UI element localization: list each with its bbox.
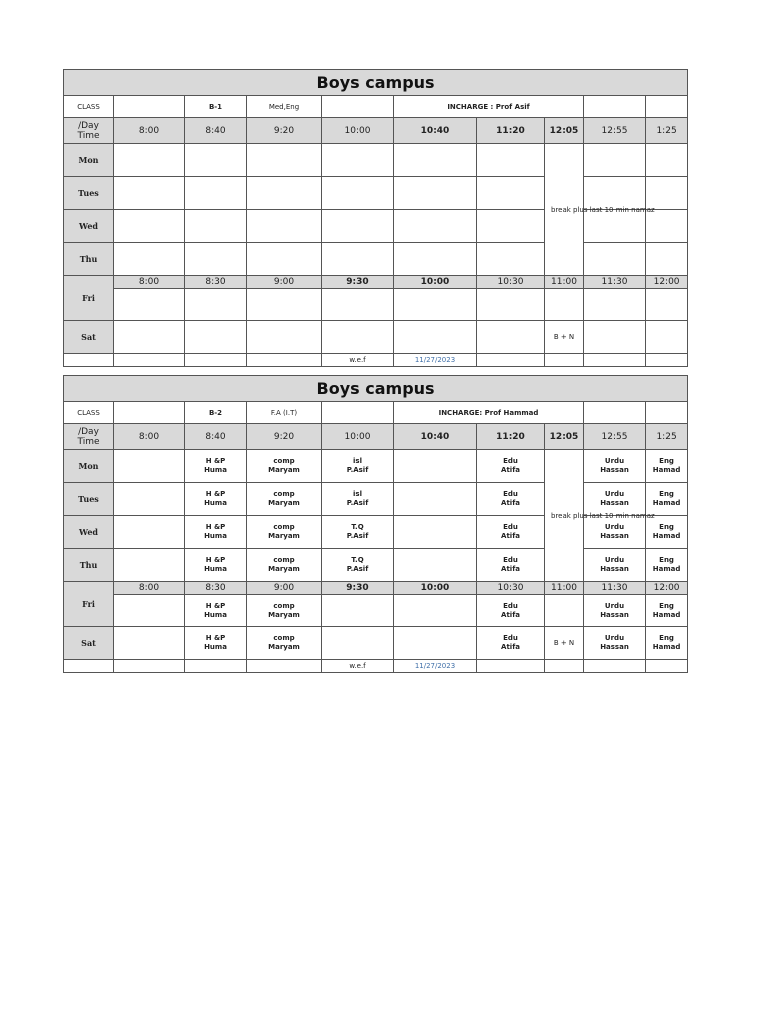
fri-time: 9:00 (247, 582, 322, 595)
lesson-cell: T.Q P.Asif (322, 516, 394, 549)
fri-time: 9:30 (322, 276, 394, 289)
class-label: CLASS (64, 402, 114, 424)
table-title: Boys campus (64, 376, 688, 402)
fri-time: 11:00 (545, 582, 584, 595)
group-label: Med,Eng (247, 96, 322, 118)
time-header: 1:25 (646, 118, 688, 144)
fri-time: 9:00 (247, 276, 322, 289)
time-header: 1:25 (646, 424, 688, 450)
fri-time: 11:30 (584, 582, 646, 595)
time-header: 9:20 (247, 118, 322, 144)
lesson-cell: comp Maryam (247, 549, 322, 582)
group-label: F.A (I.T) (247, 402, 322, 424)
lesson-cell: Eng Hamad (646, 450, 688, 483)
day-time-header: /Day Time (64, 424, 114, 450)
lesson-cell: comp Maryam (247, 483, 322, 516)
lesson-cell: H &P Huma (185, 595, 247, 627)
fri-time: 8:30 (185, 582, 247, 595)
day-label: Fri (64, 582, 114, 627)
time-header: 8:40 (185, 118, 247, 144)
lesson-cell: H &P Huma (185, 627, 247, 660)
lesson-cell: Edu Atifa (477, 483, 545, 516)
day-label: Wed (64, 210, 114, 243)
wef-label: w.e.f (322, 354, 394, 367)
lesson-cell: Eng Hamad (646, 549, 688, 582)
time-header: 8:00 (114, 424, 185, 450)
lesson-cell: isl P.Asif (322, 483, 394, 516)
lesson-cell: H &P Huma (185, 549, 247, 582)
time-header: 12:05 (545, 424, 584, 450)
bn-cell: B + N (545, 627, 584, 660)
day-label: Fri (64, 276, 114, 321)
lesson-cell: comp Maryam (247, 595, 322, 627)
class-label: CLASS (64, 96, 114, 118)
day-time-header: /Day Time (64, 118, 114, 144)
incharge-label: INCHARGE: Prof Hammad (394, 402, 584, 424)
lesson-cell: comp Maryam (247, 627, 322, 660)
fri-time: 11:00 (545, 276, 584, 289)
time-header: 10:00 (322, 118, 394, 144)
lesson-cell: Edu Atifa (477, 450, 545, 483)
fri-time: 8:30 (185, 276, 247, 289)
lesson-cell: H &P Huma (185, 450, 247, 483)
time-header: 11:20 (477, 424, 545, 450)
fri-time: 10:00 (394, 276, 477, 289)
break-cell: break plus last 10 min namaz (545, 450, 584, 582)
time-header: 8:40 (185, 424, 247, 450)
bn-cell: B + N (545, 321, 584, 354)
lesson-cell: isl P.Asif (322, 450, 394, 483)
timetable-b2 (63, 375, 688, 673)
time-header: 12:55 (584, 424, 646, 450)
wef-date: 11/27/2023 (394, 354, 477, 367)
lesson-cell: Urdu Hassan (584, 483, 646, 516)
lesson-cell: Eng Hamad (646, 483, 688, 516)
fri-time: 10:30 (477, 582, 545, 595)
fri-time: 9:30 (322, 582, 394, 595)
time-header: 12:55 (584, 118, 646, 144)
day-label: Mon (64, 144, 114, 177)
table-title: Boys campus (64, 70, 688, 96)
lesson-cell: Eng Hamad (646, 516, 688, 549)
lesson-cell: Eng Hamad (646, 627, 688, 660)
day-label: Sat (64, 321, 114, 354)
time-header: 12:05 (545, 118, 584, 144)
lesson-cell: H &P Huma (185, 483, 247, 516)
time-header: 10:40 (394, 118, 477, 144)
lesson-cell: T.Q P.Asif (322, 549, 394, 582)
day-label: Wed (64, 516, 114, 549)
time-header: 10:00 (322, 424, 394, 450)
lesson-cell: Edu Atifa (477, 549, 545, 582)
timetable-b1 (63, 69, 688, 367)
class-value: B-1 (185, 96, 247, 118)
day-label: Mon (64, 450, 114, 483)
wef-date: 11/27/2023 (394, 660, 477, 673)
lesson-cell: Urdu Hassan (584, 627, 646, 660)
day-label: Sat (64, 627, 114, 660)
day-label: Tues (64, 177, 114, 210)
lesson-cell: Urdu Hassan (584, 595, 646, 627)
break-cell: break plus last 10 min namaz (545, 144, 584, 276)
lesson-cell: Eng Hamad (646, 595, 688, 627)
lesson-cell: Urdu Hassan (584, 450, 646, 483)
lesson-cell: Edu Atifa (477, 516, 545, 549)
fri-time: 12:00 (646, 276, 688, 289)
fri-time: 10:30 (477, 276, 545, 289)
lesson-cell: Edu Atifa (477, 595, 545, 627)
incharge-label: INCHARGE : Prof Asif (394, 96, 584, 118)
class-value: B-2 (185, 402, 247, 424)
fri-time: 8:00 (114, 582, 185, 595)
lesson-cell: comp Maryam (247, 450, 322, 483)
day-label: Tues (64, 483, 114, 516)
lesson-cell: H &P Huma (185, 516, 247, 549)
lesson-cell: comp Maryam (247, 516, 322, 549)
lesson-cell: Edu Atifa (477, 627, 545, 660)
fri-time: 8:00 (114, 276, 185, 289)
wef-label: w.e.f (322, 660, 394, 673)
time-header: 9:20 (247, 424, 322, 450)
lesson-cell: Urdu Hassan (584, 516, 646, 549)
fri-time: 10:00 (394, 582, 477, 595)
fri-time: 12:00 (646, 582, 688, 595)
day-label: Thu (64, 549, 114, 582)
time-header: 8:00 (114, 118, 185, 144)
fri-time: 11:30 (584, 276, 646, 289)
time-header: 10:40 (394, 424, 477, 450)
lesson-cell: Urdu Hassan (584, 549, 646, 582)
time-header: 11:20 (477, 118, 545, 144)
day-label: Thu (64, 243, 114, 276)
